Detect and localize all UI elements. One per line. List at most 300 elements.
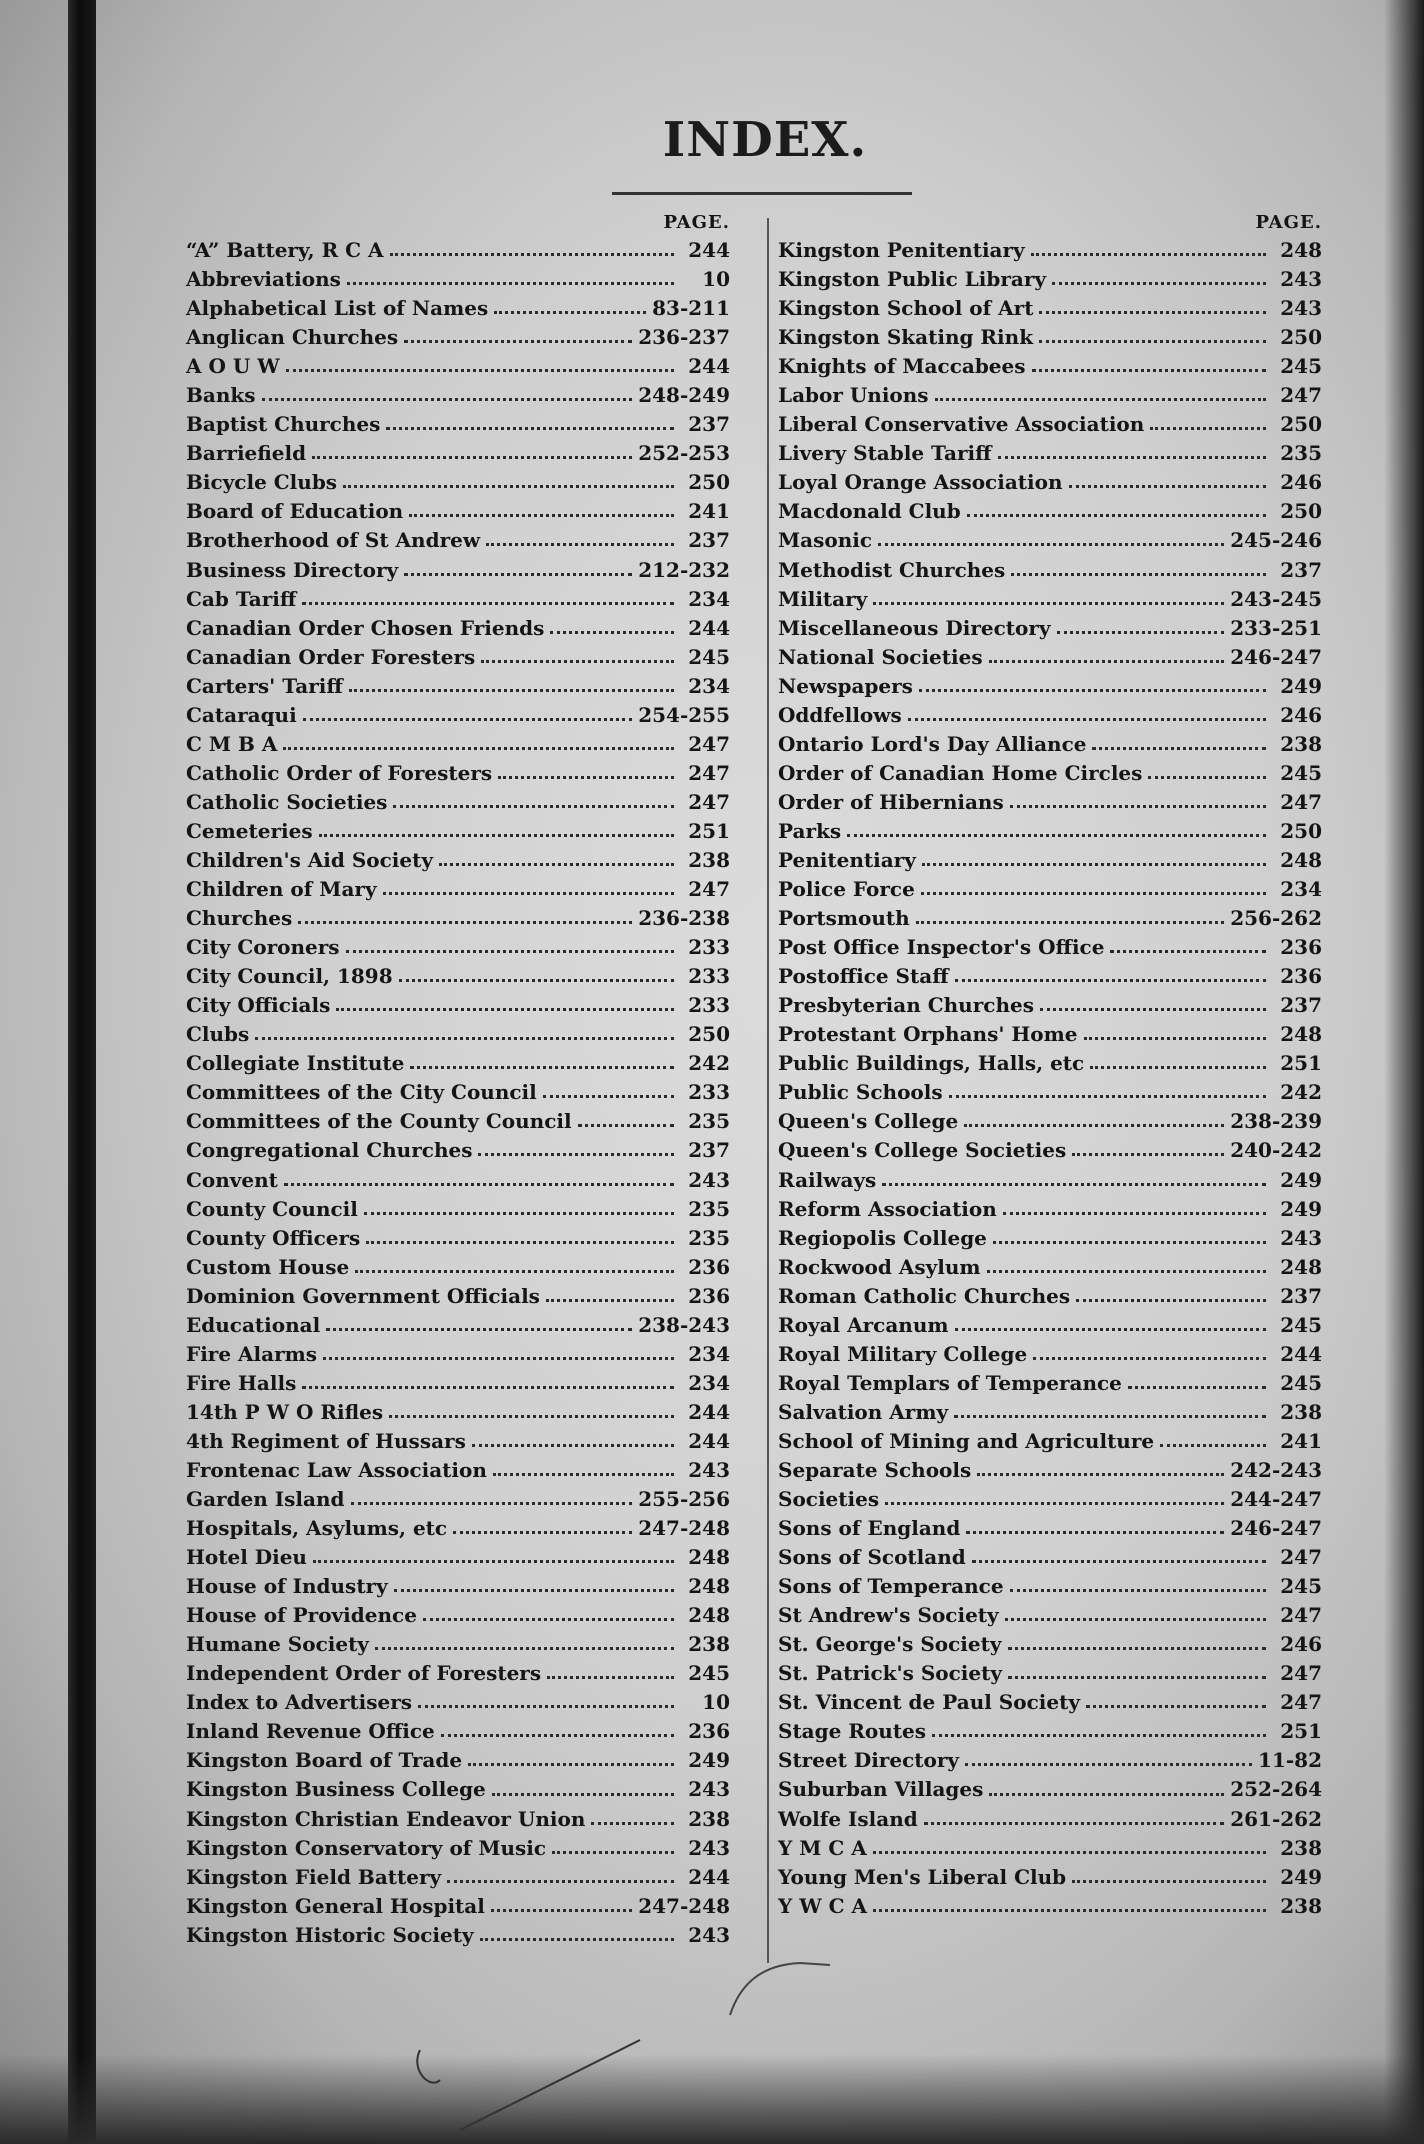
index-entry-label: Newspapers [778,673,913,698]
index-entry [778,1427,1322,1456]
dot-leader [472,1444,674,1447]
dot-leader [921,892,1266,895]
index-entry-page: 249 [1280,1167,1322,1192]
index-entry [186,1775,730,1804]
index-entry [186,1834,730,1863]
index-entry-label: Kingston Conservatory of Music [186,1835,547,1860]
index-entry-label: Parks [778,818,842,843]
index-entry-page: 243 [688,1922,730,1947]
dot-leader [326,1328,632,1331]
index-entry [186,1485,730,1514]
index-entry [186,265,730,294]
index-entry-label: Kingston Board of Trade [186,1748,463,1773]
index-entry-label: Salvation Army [778,1399,949,1424]
dot-leader [919,689,1266,692]
index-entry-page: 246 [1280,702,1322,727]
dot-leader [323,1357,674,1360]
dot-leader [1032,369,1266,372]
index-entry-page: 251 [688,818,730,843]
index-entry-label: Congregational Churches [186,1138,473,1163]
index-entry-page: 248 [1280,1022,1322,1047]
index-entry-label: Y M C A [778,1835,867,1860]
index-entry-label: Board of Education [186,499,404,524]
index-entry-page: 238 [1280,1893,1322,1918]
index-entry-label: Catholic Order of Foresters [186,760,493,785]
index-entry-label: Separate Schools [778,1457,972,1482]
index-entry-label: Railways [778,1167,877,1192]
pen-scribble-mark [720,1945,860,2025]
index-entry [186,556,730,585]
index-entry-page: 251 [1280,1051,1322,1076]
index-entry-page: 247 [688,877,730,902]
index-entry [778,1311,1322,1340]
dot-leader [284,1183,674,1186]
index-entry-label: Canadian Order Foresters [186,644,476,669]
book-binding [68,0,96,2144]
dot-leader [1005,1618,1266,1621]
dot-leader [468,1763,674,1766]
dot-leader [492,1793,674,1796]
index-entry-page: 244 [1280,1341,1322,1366]
index-entry-page: 242 [688,1051,730,1076]
dot-leader [312,456,632,459]
index-entry [186,1659,730,1688]
dot-leader [543,1095,674,1098]
index-entry-label: Societies [778,1487,880,1512]
index-entry-label: Anglican Churches [186,325,399,350]
dot-leader [1092,747,1266,750]
index-entry-page: 247-248 [638,1893,730,1918]
index-entry [186,1572,730,1601]
index-entry-list [778,236,1322,1921]
dot-leader [935,398,1266,401]
index-entry-page: 238 [1280,1399,1322,1424]
dot-leader [364,1212,674,1215]
dot-leader [964,1124,1224,1127]
index-entry-label: St. Vincent de Paul Society [778,1690,1080,1715]
index-entry-page: 250 [688,1022,730,1047]
index-entry-label: Kingston Field Battery [186,1864,442,1889]
dot-leader [1076,1299,1266,1302]
index-entry-page: 233 [688,935,730,960]
index-entry [186,701,730,730]
index-entry-page: 250 [688,470,730,495]
index-entry-page: 11-82 [1258,1748,1322,1773]
index-entry-label: National Societies [778,644,983,669]
index-entry-page: 236-238 [638,906,730,931]
index-entry [778,875,1322,904]
index-entry-label: Sons of Scotland [778,1545,966,1570]
index-entry-label: Dominion Government Officials [186,1283,540,1308]
page-edge-shadow [1384,0,1424,2144]
index-entry [778,1253,1322,1282]
index-entry-page: 237 [688,528,730,553]
index-entry [778,1049,1322,1078]
index-entry [778,1166,1322,1195]
dot-leader [578,1124,674,1127]
index-entry-label: City Coroners [186,935,340,960]
index-entry [778,701,1322,730]
index-entry-page: 249 [1280,673,1322,698]
index-entry-label: Protestant Orphans' Home [778,1022,1078,1047]
dot-leader [924,1822,1224,1825]
index-entry [778,1398,1322,1427]
index-entry-page: 246-247 [1230,1516,1322,1541]
index-entry-page: 241 [1280,1428,1322,1453]
dot-leader [313,1560,674,1563]
dot-leader [383,892,674,895]
index-entry [778,1572,1322,1601]
dot-leader [878,543,1224,546]
index-entry-label: Bicycle Clubs [186,470,338,495]
index-entry-label: Presbyterian Churches [778,993,1034,1018]
index-entry-label: Kingston Historic Society [186,1922,474,1947]
index-entry-label: Stage Routes [778,1719,927,1744]
index-entry-label: “A” Battery, R C A [186,238,384,262]
index-entry-page: 235 [688,1196,730,1221]
dot-leader [552,1851,674,1854]
index-entry [778,1892,1322,1921]
dot-leader [955,1328,1266,1331]
index-entry [186,1166,730,1195]
index-entry-page: 237 [688,1138,730,1163]
index-entry-page: 243 [1280,296,1322,321]
index-entry-label: Children of Mary [186,877,377,902]
index-entry-label: 4th Regiment of Hussars [186,1428,466,1453]
index-entry-page: 245 [1280,760,1322,785]
index-entry [778,1485,1322,1514]
index-entry-label: Inland Revenue Office [186,1719,435,1744]
dot-leader [873,1909,1266,1912]
index-entry [778,352,1322,381]
index-entry-label: Suburban Villages [778,1777,984,1802]
index-entry [778,1775,1322,1804]
index-entry-page: 10 [702,267,730,292]
index-entry-page: 236-237 [638,325,730,350]
index-entry-page: 248 [688,1574,730,1599]
index-entry-label: Roman Catholic Churches [778,1283,1071,1308]
dot-leader [393,805,674,808]
dot-leader [302,602,674,605]
dot-leader [351,1502,633,1505]
dot-leader [989,1793,1224,1796]
index-entry-label: Catholic Societies [186,789,388,814]
index-entry [186,672,730,701]
index-entry-label: Postoffice Staff [778,964,949,989]
index-entry-page: 237 [1280,557,1322,582]
index-entry [778,643,1322,672]
index-entry-label: Humane Society [186,1632,369,1657]
index-entry-page: 242-243 [1230,1457,1322,1482]
index-entry-page: 252-253 [638,441,730,466]
index-entry [186,323,730,352]
dot-leader [1090,1066,1266,1069]
index-entry [186,236,730,265]
dot-leader [394,1589,674,1592]
index-entry-label: Hotel Dieu [186,1545,307,1570]
index-entry-page: 249 [1280,1196,1322,1221]
index-entry [778,1136,1322,1165]
index-entry-page: 247 [1280,1690,1322,1715]
dot-leader [987,1270,1266,1273]
index-entry-page: 247 [688,789,730,814]
index-entry [778,1514,1322,1543]
index-entry [778,1601,1322,1630]
index-entry [778,497,1322,526]
index-entry-page: 249 [688,1748,730,1773]
index-entry-label: Educational [186,1312,321,1337]
index-entry-page: 245-246 [1230,528,1322,553]
index-entry [778,1688,1322,1717]
dot-leader [302,1386,674,1389]
index-entry [186,1224,730,1253]
index-entry-page: 244 [688,238,730,262]
dot-leader [847,834,1266,837]
dot-leader [882,1183,1266,1186]
index-entry [778,962,1322,991]
index-entry-label: Knights of Maccabees [778,354,1026,379]
dot-leader [1011,573,1266,576]
index-entry [186,1746,730,1775]
index-entry-label: Public Schools [778,1080,943,1105]
index-entry [186,817,730,846]
index-entry [186,1369,730,1398]
index-entry-page: 238-243 [638,1312,730,1337]
index-entry-page: 250 [1280,325,1322,350]
index-entry-label: Royal Military College [778,1341,1028,1366]
index-entry [778,759,1322,788]
index-entry [186,1630,730,1659]
index-entry-label: Frontenac Law Association [186,1457,487,1482]
index-entry-page: 249 [1280,1864,1322,1889]
index-entry-label: House of Providence [186,1603,417,1628]
dot-leader [404,340,632,343]
index-entry [778,730,1322,759]
index-entry-label: Alphabetical List of Names [186,296,489,321]
index-entry [778,933,1322,962]
index-entry-page: 251 [1280,1719,1322,1744]
index-entry-label: Cataraqui [186,702,297,727]
index-entry-page: 238 [688,1806,730,1831]
index-entry [778,1107,1322,1136]
index-entry-page: 238 [1280,731,1322,756]
index-entry-label: Business Directory [186,557,399,582]
index-entry [186,643,730,672]
index-entry [186,294,730,323]
index-entry-page: 240-242 [1230,1138,1322,1163]
index-entry [186,439,730,468]
index-entry-page: 247 [688,731,730,756]
index-entry [778,236,1322,265]
index-entry-label: Committees of the City Council [186,1080,537,1105]
index-entry-page: 238-239 [1230,1109,1322,1134]
index-column-right [778,212,1322,1921]
index-entry [186,468,730,497]
index-entry-label: Clubs [186,1022,250,1047]
dot-leader [1008,1676,1266,1679]
index-entry [186,1892,730,1921]
index-entry-page: 250 [1280,499,1322,524]
index-entry-page: 241 [688,499,730,524]
index-entry [778,526,1322,555]
dot-leader [1003,1212,1266,1215]
index-entry [186,585,730,614]
index-entry-page: 238 [688,847,730,872]
dot-leader [478,1153,674,1156]
index-entry-label: Hospitals, Asylums, etc [186,1516,448,1541]
index-entry [778,1717,1322,1746]
dot-leader [418,1705,674,1708]
dot-leader [1052,282,1266,285]
index-entry-label: A O U W [186,354,280,379]
index-entry-page: 248 [688,1603,730,1628]
index-entry [186,933,730,962]
index-entry-label: Street Directory [778,1748,959,1773]
index-entry-page: 243 [688,1167,730,1192]
index-entry-label: Fire Halls [186,1370,297,1395]
index-entry-label: Cemeteries [186,818,313,843]
index-entry-page: 243 [1280,1225,1322,1250]
index-entry [186,497,730,526]
index-entry-label: Kingston Public Library [778,267,1047,292]
index-entry-label: Fire Alarms [186,1341,318,1366]
index-entry [186,1078,730,1107]
dot-leader [1160,1444,1266,1447]
index-entry [186,1195,730,1224]
dot-leader [1008,1647,1267,1650]
dot-leader [1033,1357,1266,1360]
index-entry-page: 247 [1280,789,1322,814]
index-entry-page: 247 [688,760,730,785]
dot-leader [1069,485,1266,488]
dot-leader [1039,311,1266,314]
index-entry-label: City Officials [186,993,331,1018]
index-entry [186,1398,730,1427]
index-entry [186,759,730,788]
dot-leader [298,921,632,924]
dot-leader [916,921,1225,924]
dot-leader [908,718,1266,721]
index-entry [186,1020,730,1049]
dot-leader [932,1734,1266,1737]
index-entry-label: Regiopolis College [778,1225,987,1250]
index-entry [778,468,1322,497]
index-entry-page: 246-247 [1230,644,1322,669]
index-entry-label: Queen's College [778,1109,959,1134]
index-entry [186,410,730,439]
index-entry-label: Abbreviations [186,267,341,292]
index-entry [778,1020,1322,1049]
index-entry-page: 238 [688,1632,730,1657]
index-entry-page: 254-255 [638,702,730,727]
index-entry-page: 244-247 [1230,1487,1322,1512]
dot-leader [967,514,1266,517]
index-entry [778,1224,1322,1253]
index-entry-page: 255-256 [638,1487,730,1512]
index-entry-label: Kingston Christian Endeavor Union [186,1806,586,1831]
index-entry-page: 236 [688,1719,730,1744]
index-entry [186,1427,730,1456]
index-entry [778,585,1322,614]
index-entry-label: Reform Association [778,1196,997,1221]
dot-leader [949,1095,1266,1098]
dot-leader [922,863,1266,866]
index-entry [186,1107,730,1136]
index-entry-label: C M B A [186,731,278,756]
index-entry-label: Post Office Inspector's Office [778,935,1105,960]
index-entry-page: 250 [1280,818,1322,843]
index-entry-page: 244 [688,1399,730,1424]
index-entry-label: Collegiate Institute [186,1051,405,1076]
dot-leader [966,1531,1224,1534]
index-entry-page: 256-262 [1230,906,1322,931]
index-entry [186,1601,730,1630]
index-entry-label: Kingston Penitentiary [778,238,1025,262]
index-entry-page: 234 [688,1370,730,1395]
index-entry-page: 244 [688,1428,730,1453]
index-entry [778,1195,1322,1224]
dot-leader [993,1241,1266,1244]
index-entry-label: Livery Stable Tariff [778,441,992,466]
dot-leader [336,1008,674,1011]
index-entry [186,1688,730,1717]
index-entry-page: 245 [1280,1370,1322,1395]
index-entry-label: Committees of the County Council [186,1109,572,1134]
index-entry [186,614,730,643]
dot-leader [404,573,632,576]
index-entry-label: Index to Advertisers [186,1690,413,1715]
index-entry-label: Convent [186,1167,278,1192]
index-entry [778,410,1322,439]
index-entry-label: St Andrew's Society [778,1603,999,1628]
index-entry-page: 247 [1280,1603,1322,1628]
column-divider [767,218,769,1963]
index-entry-label: Sons of Temperance [778,1574,1004,1599]
index-entry-label: Brotherhood of St Andrew [186,528,481,553]
index-entry-label: Garden Island [186,1487,345,1512]
index-entry-page: 233-251 [1230,615,1322,640]
index-entry-page: 233 [688,993,730,1018]
index-entry-page: 234 [1280,877,1322,902]
index-entry-label: Sons of England [778,1516,961,1541]
index-entry [186,381,730,410]
index-entry-label: Police Force [778,877,915,902]
index-entry [778,1746,1322,1775]
index-entry-page: 243 [688,1457,730,1482]
index-entry [186,1282,730,1311]
index-entry [778,614,1322,643]
index-entry-page: 233 [688,1080,730,1105]
index-entry-label: Ontario Lord's Day Alliance [778,731,1087,756]
dot-leader [1072,1153,1224,1156]
index-entry [778,1630,1322,1659]
index-entry [778,1282,1322,1311]
index-entry-page: 235 [688,1225,730,1250]
index-entry-label: Wolfe Island [778,1806,918,1831]
index-entry [778,991,1322,1020]
index-entry-label: Churches [186,906,293,931]
index-entry-page: 243 [688,1835,730,1860]
dot-leader [343,485,674,488]
index-entry-page: 248 [1280,847,1322,872]
index-entry-page: 245 [688,644,730,669]
index-entry-page: 248-249 [638,383,730,408]
dot-leader [1010,805,1266,808]
dot-leader [1086,1705,1266,1708]
index-entry-page: 236 [1280,935,1322,960]
dot-leader [998,456,1266,459]
index-entry-page: 250 [1280,412,1322,437]
